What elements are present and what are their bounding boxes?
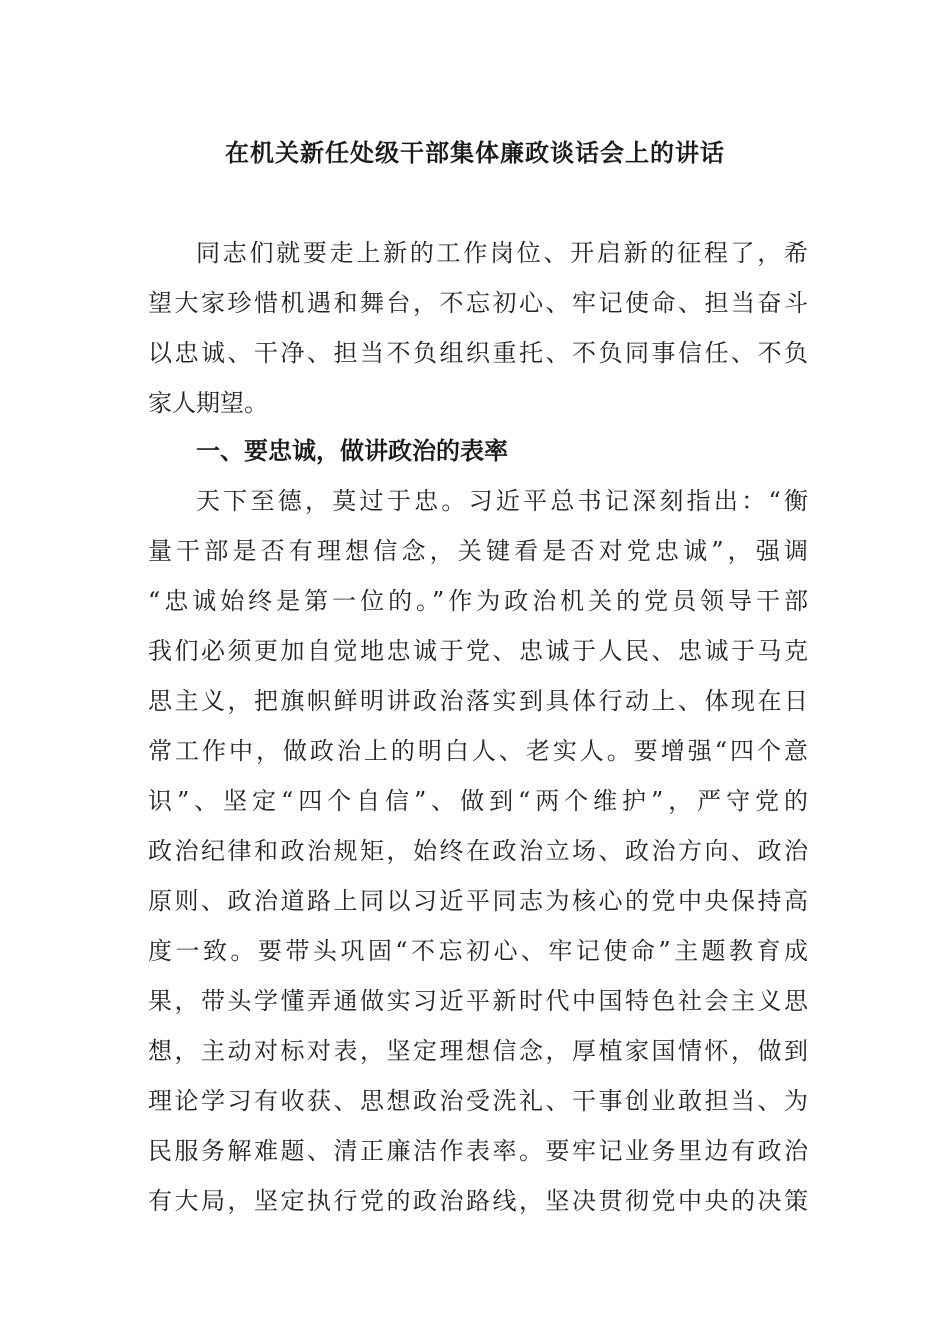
paragraph-line: 同志们就要走上新的工作岗位、开启新的征程了，希 — [196, 239, 808, 267]
paragraph-line: 常工作中，做政治上的明白人、老实人。要增强“四个意 — [148, 737, 808, 765]
paragraph-line: 以忠诚、干净、担当不负组织重托、不负同事信任、不负 — [148, 339, 808, 367]
paragraph-line: 识”、坚定“四个自信”、做到“两个维护”，严守党的 — [148, 787, 808, 815]
paragraph-line: 有大局，坚定执行党的政治路线，坚决贯彻党中央的决策 — [148, 1187, 808, 1215]
paragraph-line: “忠诚始终是第一位的。”作为政治机关的党员领导干部 — [148, 587, 808, 615]
paragraph-line: 天下至德，莫过于忠。习近平总书记深刻指出：“衡 — [196, 487, 808, 515]
paragraph-line: 思主义，把旗帜鲜明讲政治落实到具体行动上、体现在日 — [148, 687, 808, 715]
paragraph-line: 政治纪律和政治规矩，始终在政治立场、政治方向、政治 — [148, 837, 808, 865]
paragraph-line: 度一致。要带头巩固“不忘初心、牢记使命”主题教育成 — [148, 937, 808, 965]
document-title: 在机关新任处级干部集体廉政谈话会上的讲话 — [225, 138, 725, 167]
paragraph-line: 想，主动对标对表，坚定理想信念，厚植家国情怀，做到 — [148, 1037, 808, 1065]
section-heading: 一、要忠诚，做讲政治的表率 — [196, 436, 508, 465]
paragraph-line: 果，带头学懂弄通做实习近平新时代中国特色社会主义思 — [148, 987, 808, 1015]
paragraph-line: 家人期望。 — [148, 389, 268, 417]
paragraph-line: 理论学习有收获、思想政治受洗礼、干事创业敢担当、为 — [148, 1087, 808, 1115]
paragraph-line: 民服务解难题、清正廉洁作表率。要牢记业务里边有政治 — [148, 1137, 808, 1165]
paragraph-line: 原则、政治道路上同以习近平同志为核心的党中央保持高 — [148, 887, 808, 915]
paragraph-line: 量干部是否有理想信念，关键看是否对党忠诚”，强调 — [148, 537, 808, 565]
paragraph-line: 我们必须更加自觉地忠诚于党、忠诚于人民、忠诚于马克 — [148, 637, 808, 665]
paragraph-line: 望大家珍惜机遇和舞台，不忘初心、牢记使命、担当奋斗 — [148, 289, 808, 317]
